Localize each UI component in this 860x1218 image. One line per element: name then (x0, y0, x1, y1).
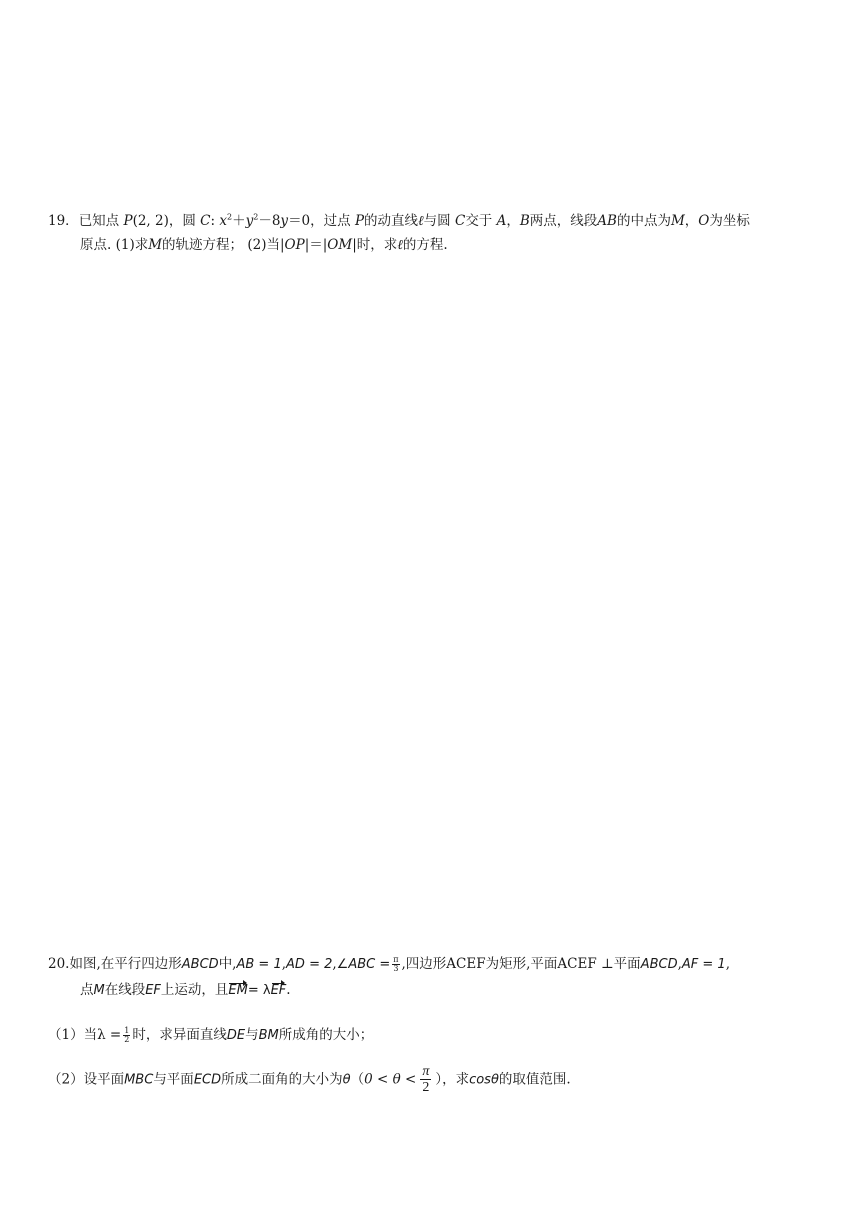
text: 如图,在平行四边形 (69, 956, 182, 972)
question-20-line-1 (48, 952, 730, 973)
text: ），求 (435, 1071, 470, 1088)
text: 时，求异面直线 (132, 1027, 227, 1043)
math-op: = λ (247, 983, 271, 998)
math-var: ABCD (181, 957, 219, 972)
math-var: θ (342, 1072, 351, 1088)
math-var: OM (327, 237, 353, 253)
text: 在线段 (104, 982, 146, 998)
text: ，圆 (168, 213, 196, 229)
vector-ef: EF (270, 983, 287, 998)
text: 所成二面角的大小为 (221, 1071, 343, 1088)
question-number: 20. (48, 956, 70, 972)
text: 为坐标 (709, 213, 750, 229)
text: 与圆 (423, 213, 451, 229)
math-var: ℓ (418, 213, 424, 229)
fraction-numerator: π (422, 1064, 430, 1079)
question-19-line-2 (80, 233, 448, 253)
text: （1）当λ = (48, 1027, 122, 1043)
text: 交于 (465, 213, 493, 229)
math-var: BM (258, 1028, 279, 1043)
text: 所成角的大小； (278, 1027, 374, 1043)
text: , (725, 956, 730, 972)
text: 的中点为 (616, 213, 671, 229)
text: . (286, 982, 291, 998)
text: , (332, 956, 337, 972)
math-var: y (280, 213, 289, 229)
math-var: P (123, 213, 133, 229)
text: 两点，线段 (529, 213, 598, 229)
math-var: ECD (193, 1072, 222, 1088)
text: 的动直线 (364, 213, 419, 229)
math-expr: AD = 2 (286, 957, 333, 972)
math-op: |＝| (304, 237, 328, 253)
vector-em: EM (228, 983, 248, 998)
fraction-numerator: π (393, 955, 399, 964)
math-expr: cosθ (469, 1072, 499, 1088)
math-op: | (279, 237, 285, 253)
text: （ (350, 1071, 365, 1088)
fraction-pi-over-2 (420, 1064, 431, 1096)
math-var: ℓ (397, 237, 403, 253)
math-var: x (219, 213, 227, 229)
text: ＝0，过点 (288, 213, 351, 229)
text: 点 (80, 982, 94, 998)
math-var: M (93, 983, 105, 998)
fraction-pi-over-3 (392, 956, 399, 973)
text: 原点. (1)求 (80, 237, 149, 253)
math-var: A (496, 213, 507, 229)
math-op: | (352, 237, 357, 253)
math-op: －8 (258, 213, 281, 229)
question-20-part-2 (48, 1064, 571, 1096)
math-exponent: 2 (227, 212, 233, 222)
fraction-numerator: 1 (124, 1026, 130, 1035)
math-exponent: 2 (253, 212, 259, 222)
text: 的取值范围. (498, 1071, 571, 1088)
text: ， (506, 213, 520, 229)
math-var: O (698, 213, 710, 229)
math-var: ABCD (640, 957, 678, 972)
text: 中, (218, 956, 237, 972)
text: 的方程. (402, 237, 448, 253)
math-var: EF (145, 983, 161, 998)
math-var: C (454, 213, 466, 229)
math-var: AB (597, 213, 617, 229)
text: 的轨迹方程； (2)当 (162, 237, 280, 253)
math-op: ＋ (232, 213, 246, 229)
text: 已知点 (78, 213, 120, 229)
math-var: MBC (124, 1072, 154, 1088)
question-20-part-1 (48, 1023, 373, 1044)
math-var: P (354, 213, 365, 229)
math-var: DE (226, 1028, 246, 1043)
text: 与 (245, 1027, 259, 1043)
text: （2）设平面 (48, 1071, 125, 1088)
text: 上运动，且 (160, 982, 229, 998)
text: ,四边形ACEF为矩形,平面ACEF ⊥平面 (401, 956, 641, 972)
text: , (677, 956, 682, 972)
text: 与平面 (153, 1071, 194, 1088)
math-expr: AF = 1 (681, 957, 726, 972)
text: 时，求 (356, 237, 398, 253)
math-var: B (519, 213, 530, 229)
math-var: C (200, 213, 211, 229)
question-20-line-2 (80, 978, 291, 998)
text: , (281, 956, 287, 972)
math-var: M (148, 237, 163, 253)
math-expr: AB = 1 (236, 957, 282, 972)
math-expr: ∠ABC = (336, 957, 391, 972)
fraction-denominator: 2 (124, 1035, 130, 1044)
fraction-denominator: 3 (393, 964, 399, 973)
fraction-one-half (123, 1027, 130, 1044)
text: ， (684, 213, 699, 229)
math-var: y (245, 213, 254, 229)
math-var: M (670, 213, 685, 229)
fraction-denominator: 2 (422, 1080, 430, 1096)
question-number: 19． (48, 213, 79, 229)
text: : (210, 213, 216, 229)
math-expr: 0 < θ < (364, 1071, 417, 1088)
math-coord: (2, 2) (132, 213, 169, 229)
math-var: OP (284, 237, 305, 253)
question-19-line-1 (48, 209, 750, 229)
